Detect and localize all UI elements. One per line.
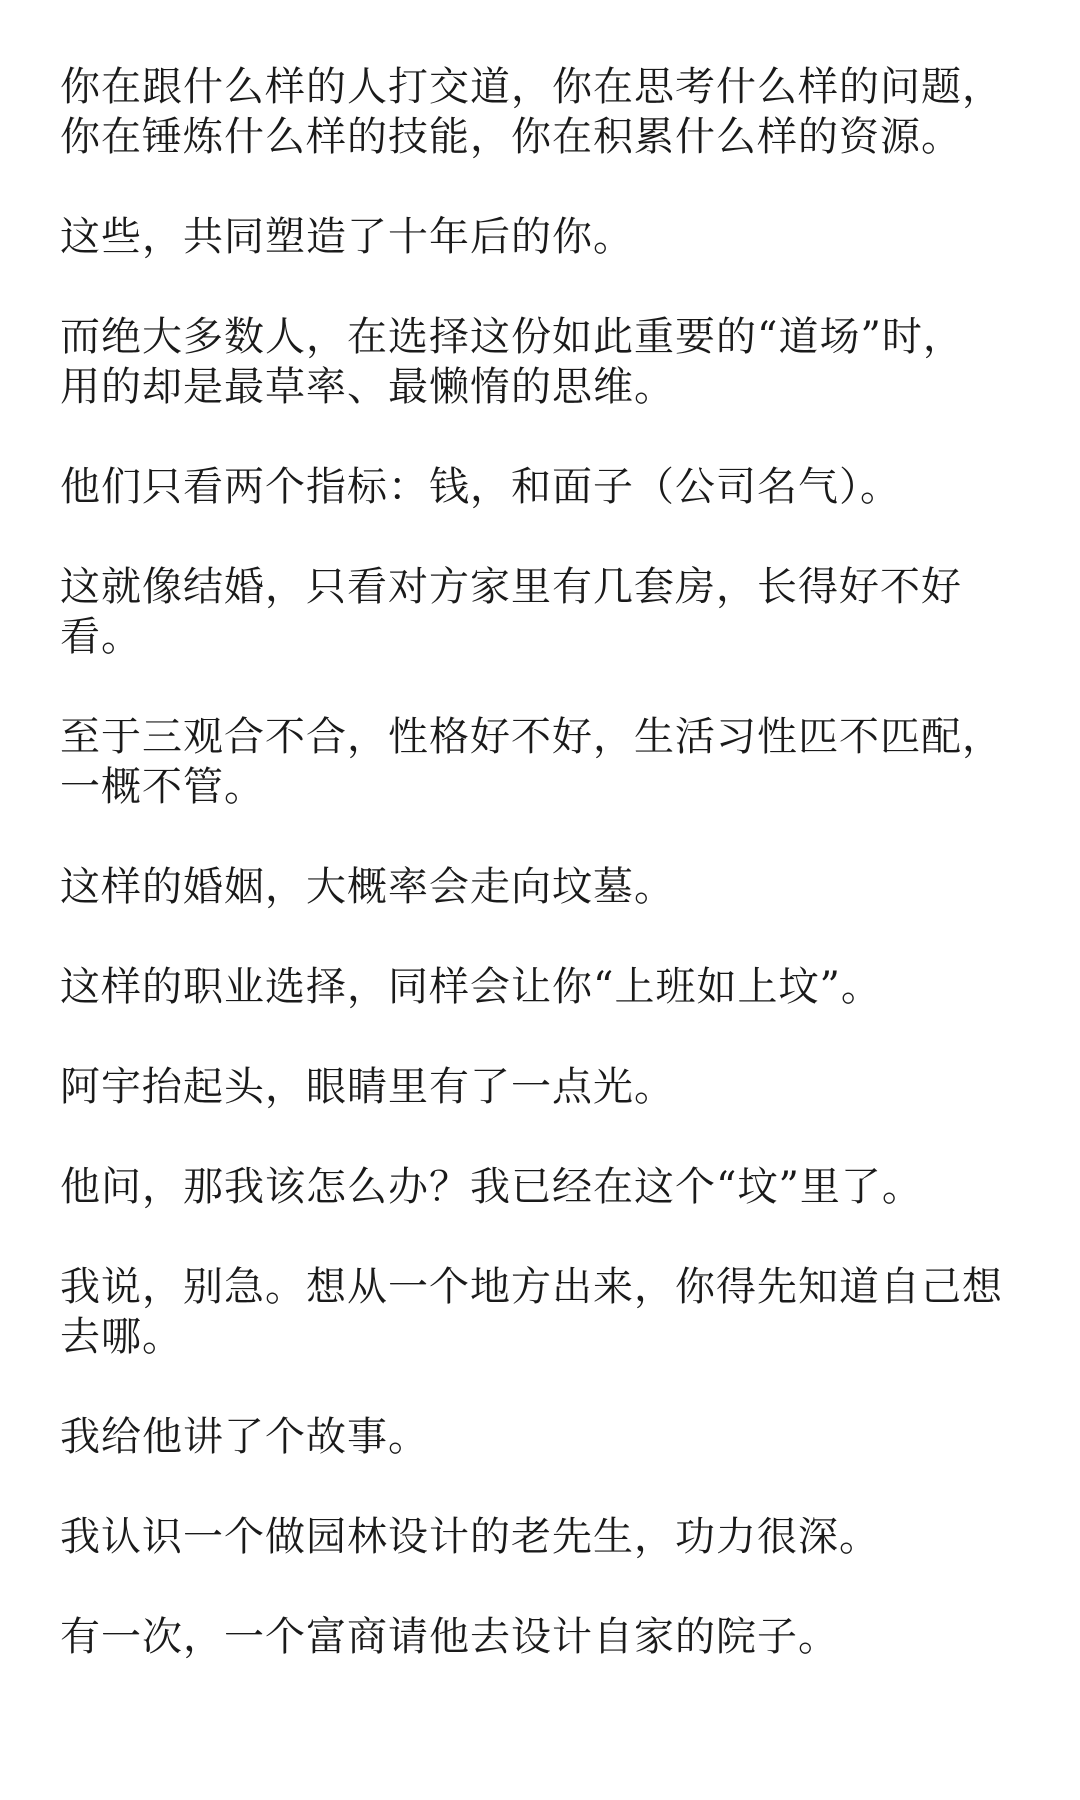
paragraph: [60, 212, 1040, 262]
text-line: 我说，别急。想从一个地方出来，你得先知道自己想: [60, 1264, 1003, 1310]
text-line: 至于三观合不合，性格好不好，生活习性匹不匹配，: [60, 714, 1003, 760]
text-line: 你在跟什么样的人打交道，你在思考什么样的问题，: [60, 64, 1003, 110]
article-body: [60, 62, 1040, 1662]
paragraph: [60, 862, 1040, 912]
text-line: 他们只看两个指标：钱，和面子（公司名气）。: [60, 464, 901, 510]
text-line: 有一次，一个富商请他去设计自家的院子。: [60, 1614, 839, 1660]
text-line: 阿宇抬起头，眼睛里有了一点光。: [60, 1064, 675, 1110]
paragraph: [60, 1612, 1040, 1662]
text-line: 一概不管。: [60, 764, 265, 810]
text-line: 看。: [60, 614, 142, 660]
paragraph: [60, 712, 1040, 812]
paragraph: [60, 1062, 1040, 1112]
paragraph: [60, 562, 1040, 662]
paragraph: [60, 62, 1040, 162]
paragraph: [60, 1412, 1040, 1462]
text-line: 这些，共同塑造了十年后的你。: [60, 214, 634, 260]
paragraph: [60, 1162, 1040, 1212]
text-line: 去哪。: [60, 1314, 183, 1360]
text-line: 这样的职业选择，同样会让你“上班如上坟”。: [60, 964, 882, 1010]
paragraph: [60, 462, 1040, 512]
paragraph: [60, 962, 1040, 1012]
text-line: 你在锤炼什么样的技能，你在积累什么样的资源。: [60, 114, 962, 160]
text-line: 这就像结婚，只看对方家里有几套房，长得好不好: [60, 564, 962, 610]
text-line: 用的却是最草率、最懒惰的思维。: [60, 364, 675, 410]
text-line: 这样的婚姻，大概率会走向坟墓。: [60, 864, 675, 910]
paragraph: [60, 1512, 1040, 1562]
paragraph: [60, 1262, 1040, 1362]
text-line: 我认识一个做园林设计的老先生，功力很深。: [60, 1514, 880, 1560]
text-line: 我给他讲了个故事。: [60, 1414, 429, 1460]
paragraph: [60, 312, 1040, 412]
text-line: 而绝大多数人，在选择这份如此重要的“道场”时，: [60, 314, 964, 360]
text-line: 他问，那我该怎么办？我已经在这个“坟”里了。: [60, 1164, 923, 1210]
